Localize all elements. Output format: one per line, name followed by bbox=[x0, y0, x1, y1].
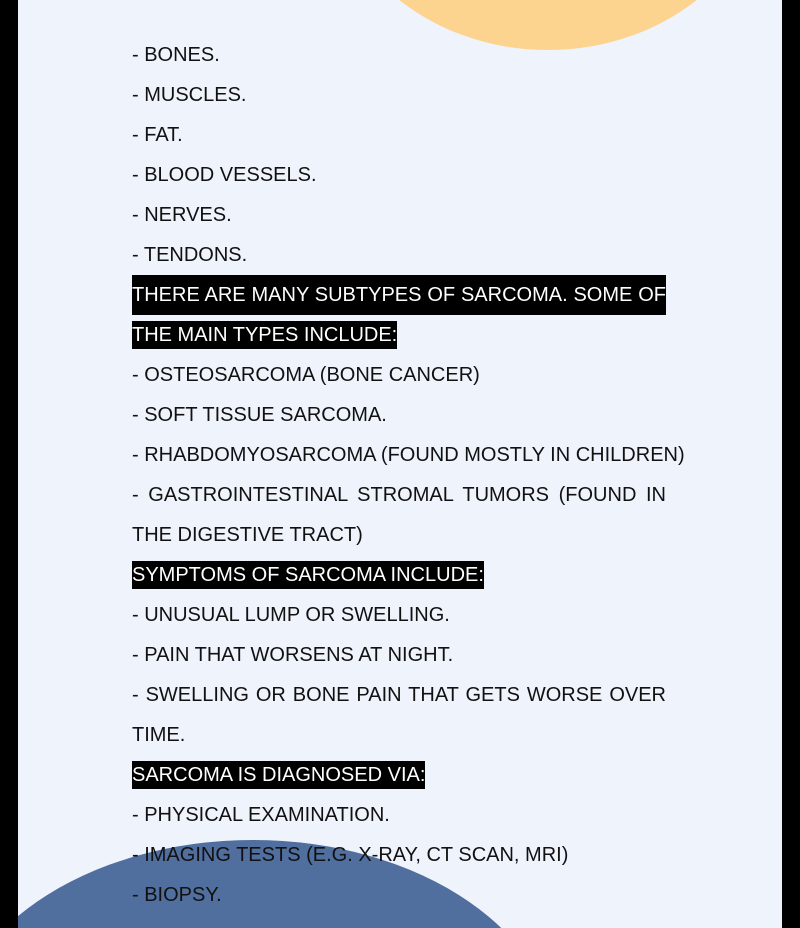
subtypes-heading-text2: THE MAIN TYPES INCLUDE: bbox=[132, 321, 397, 349]
list-item-tissue: - BLOOD VESSELS. bbox=[132, 164, 317, 186]
diagnosis-heading bbox=[132, 755, 666, 795]
list-item-tissue: - NERVES. bbox=[132, 204, 232, 226]
list-item-diagnosis: - PHYSICAL EXAMINATION. bbox=[132, 804, 390, 826]
list-item-symptom: - UNUSUAL LUMP OR SWELLING. bbox=[132, 604, 450, 626]
document-content bbox=[132, 35, 685, 915]
subtypes-heading-text1: THERE ARE MANY SUBTYPES OF SARCOMA. SOME OF bbox=[132, 275, 666, 315]
symptoms-heading-text: SYMPTOMS OF SARCOMA INCLUDE: bbox=[132, 561, 484, 589]
list-item-diagnosis: - IMAGING TESTS (E.G. X-RAY, CT SCAN, MRI) bbox=[132, 844, 569, 866]
list-item-subtype-continued: THE DIGESTIVE TRACT) bbox=[132, 524, 363, 546]
list-item-subtype: - SOFT TISSUE SARCOMA. bbox=[132, 404, 387, 426]
list-item-diagnosis: - BIOPSY. bbox=[132, 884, 222, 906]
list-item-subtype: - OSTEOSARCOMA (BONE CANCER) bbox=[132, 364, 480, 386]
list-item-tissue: - TENDONS. bbox=[132, 244, 248, 266]
list-item-tissue: - FAT. bbox=[132, 124, 183, 146]
list-item-subtype: - GASTROINTESTINAL STROMAL TUMORS (FOUND IN bbox=[132, 484, 666, 506]
diagnosis-heading-text: SARCOMA IS DIAGNOSED VIA: bbox=[132, 761, 425, 789]
subtypes-heading-line1 bbox=[132, 275, 666, 315]
list-item-symptom: - PAIN THAT WORSENS AT NIGHT. bbox=[132, 644, 454, 666]
list-item-subtype: - RHABDOMYOSARCOMA (FOUND MOSTLY IN CHILDREN) bbox=[132, 444, 685, 466]
list-item-tissue: - BONES. bbox=[132, 44, 220, 66]
list-item-symptom: - SWELLING OR BONE PAIN THAT GETS WORSE OVER bbox=[132, 684, 666, 706]
document-page bbox=[18, 0, 782, 928]
symptoms-heading bbox=[132, 555, 666, 595]
list-item-symptom-continued: TIME. bbox=[132, 724, 186, 746]
list-item-tissue: - MUSCLES. bbox=[132, 84, 247, 106]
subtypes-heading-line2 bbox=[132, 315, 666, 355]
